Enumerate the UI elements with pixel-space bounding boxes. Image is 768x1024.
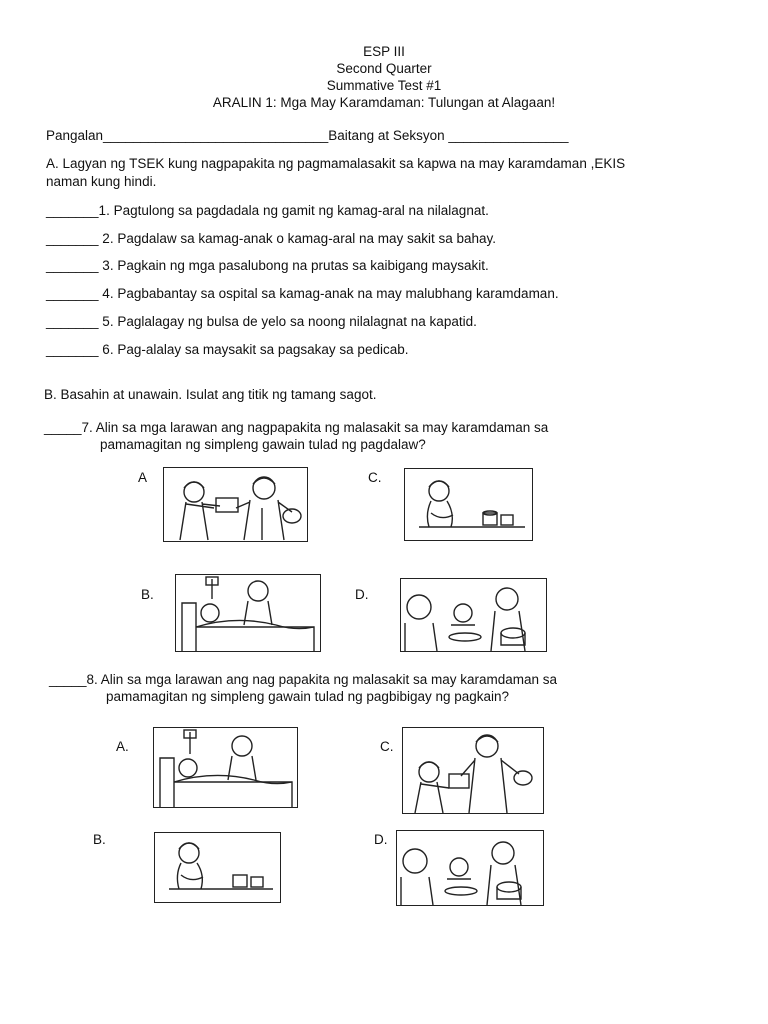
- q8-option-c-label: C.: [380, 739, 394, 754]
- quarter-title: Second Quarter: [336, 61, 432, 76]
- q7-option-d-image[interactable]: [400, 578, 547, 652]
- part-b-instruction: B. Basahin at unawain. Isulat ang titik ng tamang sagot.: [44, 387, 377, 402]
- family-meal-illustration: [397, 831, 543, 905]
- q8-option-d-label: D.: [374, 832, 388, 847]
- q8-option-a-image[interactable]: [153, 727, 298, 808]
- part-a-item-6: _______ 6. Pag-alalay sa maysakit sa pagsakay sa pedicab.: [46, 342, 409, 357]
- q8-option-b-label: B.: [93, 832, 106, 847]
- part-a-instruction-cont: naman kung hindi.: [46, 174, 157, 189]
- visiting-friend-illustration: [403, 728, 543, 813]
- part-a-instruction: A. Lagyan ng TSEK kung nagpapakita ng pagmamalasakit sa kapwa na may karamdaman ,EKIS: [46, 156, 626, 171]
- part-a-item-2: _______ 2. Pagdalaw sa kamag-anak o kamag-aral na may sakit sa bahay.: [46, 231, 497, 246]
- q7-option-c-label: C.: [368, 470, 382, 485]
- sick-in-bed-illustration: [154, 728, 297, 807]
- q8-option-d-image[interactable]: [396, 830, 544, 906]
- name-section-line: Pangalan______________________________Baitang at Seksyon ________________: [46, 128, 569, 143]
- part-a-item-3: _______ 3. Pagkain ng mga pasalubong na prutas sa kaibigang maysakit.: [46, 258, 489, 273]
- q7-option-a-image[interactable]: [163, 467, 308, 542]
- sick-in-bed-illustration: [176, 575, 320, 651]
- subject-title: ESP III: [363, 44, 405, 59]
- question-8-cont: pamamagitan ng simpleng gawain tulad ng pagbibigay ng pagkain?: [106, 689, 510, 704]
- part-a-item-5: _______ 5. Paglalagay ng bulsa de yelo sa noong nilalagnat na kapatid.: [46, 314, 477, 329]
- test-title: Summative Test #1: [326, 78, 442, 93]
- eating-child-illustration: [405, 469, 532, 540]
- question-7: _____7. Alin sa mga larawan ang nagpapakita ng malasakit sa may karamdaman sa: [44, 420, 549, 435]
- q7-option-a-label: A: [138, 470, 148, 485]
- q7-option-b-image[interactable]: [175, 574, 321, 652]
- question-7-cont: pamamagitan ng simpleng gawain tulad ng pagdalaw?: [100, 437, 426, 452]
- part-a-item-4: _______ 4. Pagbabantay sa ospital sa kamag-anak na may malubhang karamdaman.: [46, 286, 559, 301]
- q8-option-b-image[interactable]: [154, 832, 281, 903]
- q7-option-d-label: D.: [355, 587, 369, 602]
- q8-option-a-label: A.: [116, 739, 129, 754]
- q7-option-c-image[interactable]: [404, 468, 533, 541]
- part-a-item-1: _______1. Pagtulong sa pagdadala ng gamit ng kamag-aral na nilalagnat.: [46, 203, 489, 218]
- q8-option-c-image[interactable]: [402, 727, 544, 814]
- q7-option-b-label: B.: [141, 587, 154, 602]
- lesson-title: ARALIN 1: Mga May Karamdaman: Tulungan at Alagaan!: [212, 95, 556, 110]
- question-8: _____8. Alin sa mga larawan ang nag papakita ng malasakit sa may karamdaman sa: [49, 672, 558, 687]
- eating-child-illustration: [155, 833, 280, 902]
- family-meal-illustration: [401, 579, 546, 651]
- visiting-friend-illustration: [164, 468, 307, 541]
